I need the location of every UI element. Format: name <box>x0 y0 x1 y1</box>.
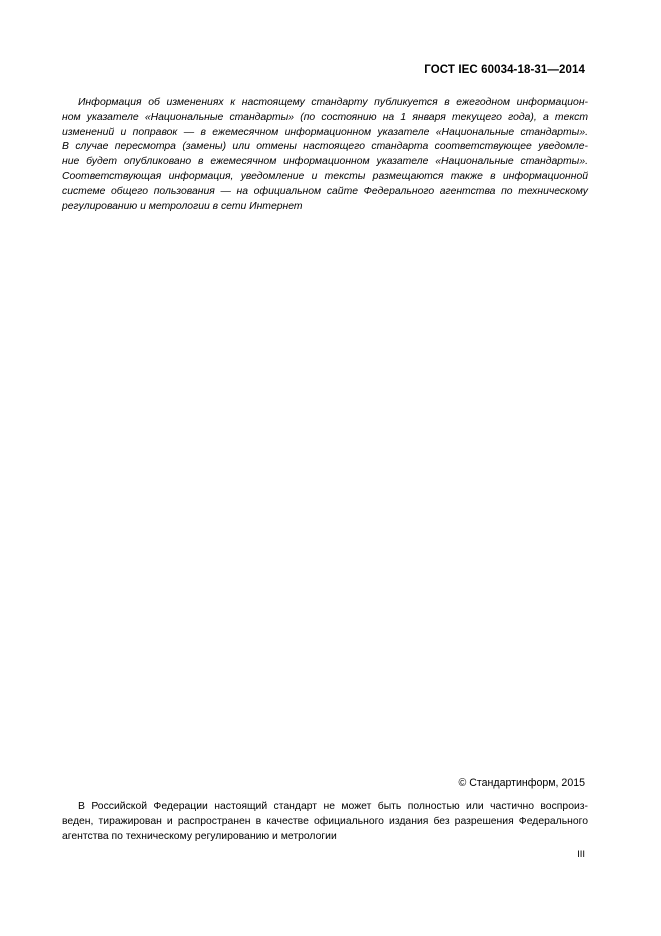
notice-line: Информация об изменениях к настоящему стандарту публикуется в ежегодном информацион- <box>78 97 588 108</box>
amendments-notice-paragraph <box>62 96 588 214</box>
notice-line: изменений и поправок — в ежемесячном информационном указателе «Национальные стандарты». <box>62 126 588 138</box>
copyright-notice: © Стандартинформ, 2015 <box>458 777 585 789</box>
footer-line: веден, тиражирован и распространен в качестве официального издания без разрешения Федерального <box>62 815 588 827</box>
notice-line: В случае пересмотра (замены) или отмены настоящего стандарта соответствующее уведомле- <box>62 141 588 153</box>
notice-line: ном указателе «Национальные стандарты» (по состоянию на 1 января текущего года), а текст <box>62 111 588 123</box>
page-number: III <box>577 849 585 860</box>
reproduction-restriction-paragraph <box>62 800 588 844</box>
notice-line: Соответствующая информация, уведомление и тексты размещаются также в информационной <box>62 170 588 182</box>
footer-line: агентства по техническому регулированию и метрологии <box>62 830 337 842</box>
notice-line: регулированию и метрологии в сети Интернет <box>62 200 303 212</box>
notice-line: системе общего пользования — на официальном сайте Федерального агентства по техническому <box>62 185 588 197</box>
notice-line: ние будет опубликовано в ежемесячном информационном указателе «Национальные стандарты». <box>62 156 588 168</box>
footer-line: В Российской Федерации настоящий стандарт не может быть полностью или частично воспроиз- <box>78 801 588 812</box>
standard-code-header: ГОСТ IEC 60034-18-31—2014 <box>424 64 585 76</box>
